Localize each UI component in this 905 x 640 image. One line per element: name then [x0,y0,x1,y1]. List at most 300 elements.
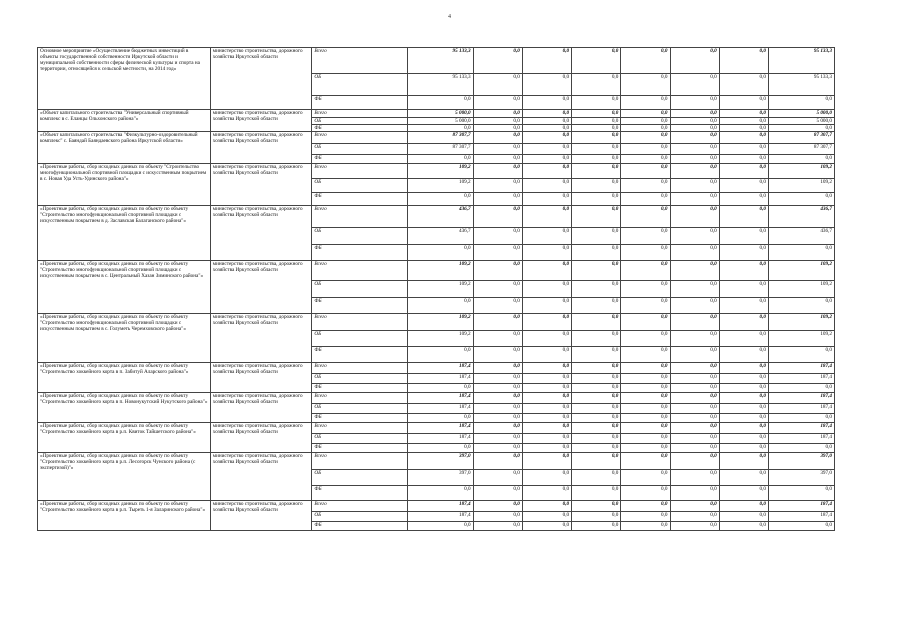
responsible-executor: министерство строительства, дорожного хозяйства Иркутской области [210,132,312,164]
amount-cell: 0,0 [473,404,522,414]
amount-cell: 0,0 [719,363,768,374]
amount-cell: 5 000,0 [768,118,834,125]
amount-cell: 0,0 [621,470,670,486]
amount-cell: 109,2 [407,281,473,298]
amount-cell: 0,0 [407,125,473,132]
amount-cell: 0,0 [670,193,719,206]
amount-cell: 0,0 [621,404,670,414]
amount-cell: 0,0 [522,298,571,314]
amount-cell: 0,0 [473,206,522,228]
amount-cell: 109,2 [768,331,834,347]
amount-cell: 187,4 [407,434,473,444]
amount-cell: 0,0 [473,118,522,125]
amount-cell: 0,0 [522,363,571,374]
responsible-executor: министерство строительства, дорожного хозяйства Иркутской области [210,164,312,206]
amount-cell: 0,0 [670,453,719,470]
amount-cell: 187,4 [407,512,473,522]
amount-cell: 109,2 [407,179,473,193]
funding-source: Всего [312,423,407,434]
amount-cell: 0,0 [670,404,719,414]
amount-cell: 0,0 [407,347,473,363]
amount-cell: 87 307,7 [407,144,473,155]
amount-cell: 187,4 [768,423,834,434]
amount-cell: 109,2 [768,164,834,179]
amount-cell: 0,0 [621,512,670,522]
amount-cell: 187,4 [768,501,834,512]
amount-cell: 0,0 [522,125,571,132]
amount-cell: 0,0 [572,155,621,164]
amount-cell: 0,0 [621,261,670,281]
amount-cell: 0,0 [719,486,768,501]
amount-cell: 0,0 [621,193,670,206]
amount-cell: 0,0 [621,164,670,179]
amount-cell: 0,0 [473,314,522,331]
amount-cell: 0,0 [670,347,719,363]
amount-cell: 0,0 [572,384,621,393]
amount-cell: 109,2 [768,179,834,193]
funding-source: ФБ [312,414,407,423]
amount-cell: 0,0 [719,331,768,347]
amount-cell: 0,0 [670,374,719,384]
amount-cell: 0,0 [572,110,621,118]
amount-cell: 0,0 [768,414,834,423]
amount-cell: 187,4 [407,363,473,374]
amount-cell: 0,0 [572,404,621,414]
amount-cell: 0,0 [473,281,522,298]
amount-cell: 0,0 [719,96,768,110]
activity-description: Основное мероприятие «Осуществление бюджетных инвестиций в объекты государственной собственности Иркутской области и муниципальной собственности сферы физической культуры и спорта на территории, относящейся к сельской местности, на 2014 год» [38,48,211,110]
amount-cell: 0,0 [719,132,768,144]
amount-cell: 0,0 [621,453,670,470]
amount-cell: 0,0 [473,486,522,501]
amount-cell: 187,4 [407,374,473,384]
amount-cell: 0,0 [670,501,719,512]
amount-cell: 0,0 [572,423,621,434]
funding-source: ФБ [312,486,407,501]
amount-cell: 0,0 [473,96,522,110]
amount-cell: 0,0 [719,193,768,206]
amount-cell: 0,0 [572,414,621,423]
amount-cell: 0,0 [670,245,719,261]
amount-cell: 0,0 [670,314,719,331]
amount-cell: 0,0 [572,164,621,179]
amount-cell: 95 133,3 [768,74,834,96]
amount-cell: 0,0 [473,501,522,512]
amount-cell: 0,0 [670,423,719,434]
amount-cell: 0,0 [719,522,768,531]
funding-source: ФБ [312,522,407,531]
amount-cell: 0,0 [572,118,621,125]
amount-cell: 187,4 [768,512,834,522]
amount-cell: 397,0 [407,470,473,486]
amount-cell: 0,0 [719,110,768,118]
amount-cell: 0,0 [621,118,670,125]
amount-cell: 0,0 [473,374,522,384]
amount-cell: 0,0 [407,486,473,501]
amount-cell: 0,0 [522,470,571,486]
funding-source: ОБ [312,144,407,155]
amount-cell: 0,0 [473,453,522,470]
amount-cell: 0,0 [407,444,473,453]
amount-cell: 0,0 [621,347,670,363]
amount-cell: 109,2 [407,331,473,347]
amount-cell: 0,0 [719,125,768,132]
amount-cell: 109,2 [768,314,834,331]
amount-cell: 0,0 [572,228,621,245]
amount-cell: 0,0 [670,384,719,393]
funding-source: ФБ [312,444,407,453]
amount-cell: 0,0 [670,281,719,298]
amount-cell: 0,0 [522,96,571,110]
table-row [38,206,835,228]
funding-source: Всего [312,363,407,374]
amount-cell: 0,0 [670,118,719,125]
page-number: 4 [448,14,451,20]
amount-cell: 0,0 [473,347,522,363]
amount-cell: 0,0 [572,331,621,347]
amount-cell: 0,0 [572,298,621,314]
amount-cell: 0,0 [572,193,621,206]
amount-cell: 0,0 [522,228,571,245]
amount-cell: 0,0 [522,314,571,331]
table-row [38,132,835,144]
amount-cell: 0,0 [522,206,571,228]
amount-cell: 0,0 [522,132,571,144]
amount-cell: 0,0 [572,206,621,228]
amount-cell: 0,0 [473,193,522,206]
amount-cell: 87 307,7 [768,132,834,144]
amount-cell: 0,0 [473,470,522,486]
amount-cell: 0,0 [768,347,834,363]
responsible-executor: министерство строительства, дорожного хозяйства Иркутской области [210,363,312,393]
amount-cell: 0,0 [719,453,768,470]
amount-cell: 187,4 [768,363,834,374]
activity-description: «Проектные работы, сбор исходных данных по объекту по объекту "Строительство многофункциональной спортивной площадки с искусственным покрытием в с. Центральный Хазан Зиминского района"» [38,261,211,314]
amount-cell: 0,0 [621,228,670,245]
funding-source: Всего [312,501,407,512]
funding-source: Всего [312,206,407,228]
amount-cell: 0,0 [621,74,670,96]
amount-cell: 0,0 [768,96,834,110]
amount-cell: 0,0 [670,522,719,531]
amount-cell: 0,0 [670,261,719,281]
amount-cell: 0,0 [768,298,834,314]
amount-cell: 0,0 [719,48,768,74]
amount-cell: 0,0 [473,74,522,96]
table-row [38,164,835,179]
amount-cell: 0,0 [719,374,768,384]
amount-cell: 0,0 [719,501,768,512]
funding-source: ФБ [312,96,407,110]
amount-cell: 0,0 [522,486,571,501]
amount-cell: 0,0 [572,501,621,512]
amount-cell: 0,0 [473,125,522,132]
amount-cell: 0,0 [670,512,719,522]
amount-cell: 0,0 [670,179,719,193]
funding-source: ОБ [312,470,407,486]
amount-cell: 0,0 [670,363,719,374]
responsible-executor: министерство строительства, дорожного хозяйства Иркутской области [210,453,312,501]
funding-source: ФБ [312,125,407,132]
amount-cell: 0,0 [572,132,621,144]
amount-cell: 0,0 [621,96,670,110]
funding-source: ОБ [312,374,407,384]
funding-source: Всего [312,453,407,470]
funding-source: ОБ [312,179,407,193]
amount-cell: 0,0 [572,453,621,470]
amount-cell: 109,2 [768,281,834,298]
responsible-executor: министерство строительства, дорожного хозяйства Иркутской области [210,48,312,110]
amount-cell: 0,0 [572,96,621,110]
amount-cell: 0,0 [621,48,670,74]
amount-cell: 0,0 [572,281,621,298]
amount-cell: 0,0 [473,245,522,261]
amount-cell: 0,0 [522,261,571,281]
funding-source: Всего [312,164,407,179]
funding-source: ОБ [312,228,407,245]
amount-cell: 0,0 [670,298,719,314]
amount-cell: 0,0 [670,434,719,444]
amount-cell: 0,0 [522,144,571,155]
table-row [38,423,835,434]
amount-cell: 187,4 [407,423,473,434]
amount-cell: 0,0 [522,404,571,414]
amount-cell: 0,0 [768,125,834,132]
activity-description: «Проектные работы, сбор исходных данных по объекту по объекту "Строительство хоккейного корта в п. Новонукутский Нукутского района"» [38,393,211,423]
amount-cell: 0,0 [670,125,719,132]
amount-cell: 0,0 [522,74,571,96]
amount-cell: 0,0 [572,48,621,74]
amount-cell: 187,4 [768,404,834,414]
amount-cell: 0,0 [621,434,670,444]
amount-cell: 95 133,3 [407,48,473,74]
amount-cell: 0,0 [522,48,571,74]
amount-cell: 0,0 [407,96,473,110]
amount-cell: 0,0 [522,434,571,444]
funding-source: ОБ [312,74,407,96]
amount-cell: 0,0 [572,144,621,155]
table-row [38,48,835,74]
funding-source: ФБ [312,193,407,206]
amount-cell: 0,0 [621,144,670,155]
amount-cell: 0,0 [670,414,719,423]
amount-cell: 0,0 [621,501,670,512]
amount-cell: 0,0 [719,164,768,179]
amount-cell: 0,0 [719,144,768,155]
amount-cell: 0,0 [473,48,522,74]
budget-table [37,47,835,531]
amount-cell: 0,0 [621,374,670,384]
amount-cell: 397,0 [407,453,473,470]
activity-description: «Объект капитального строительства "Физкультурно-оздоровительный комплекс" с. Баяндай Баяндаевского района Иркутской области» [38,132,211,164]
amount-cell: 95 133,3 [407,74,473,96]
funding-source: Всего [312,261,407,281]
amount-cell: 95 133,3 [768,48,834,74]
amount-cell: 0,0 [719,393,768,404]
amount-cell: 87 307,7 [768,144,834,155]
amount-cell: 0,0 [719,512,768,522]
amount-cell: 0,0 [719,261,768,281]
amount-cell: 0,0 [522,374,571,384]
amount-cell: 0,0 [522,245,571,261]
amount-cell: 0,0 [572,363,621,374]
funding-source: Всего [312,393,407,404]
amount-cell: 0,0 [473,164,522,179]
amount-cell: 0,0 [522,164,571,179]
amount-cell: 0,0 [621,281,670,298]
amount-cell: 0,0 [621,384,670,393]
amount-cell: 0,0 [768,444,834,453]
amount-cell: 0,0 [473,434,522,444]
amount-cell: 0,0 [621,125,670,132]
amount-cell: 0,0 [670,144,719,155]
amount-cell: 0,0 [768,384,834,393]
amount-cell: 0,0 [572,347,621,363]
amount-cell: 0,0 [719,228,768,245]
funding-source: ОБ [312,434,407,444]
amount-cell: 0,0 [670,206,719,228]
amount-cell: 0,0 [621,110,670,118]
amount-cell: 0,0 [407,384,473,393]
amount-cell: 0,0 [621,331,670,347]
amount-cell: 187,4 [768,393,834,404]
amount-cell: 0,0 [670,444,719,453]
table-row [38,393,835,404]
activity-description: «Проектные работы, сбор исходных данных по объекту "Строительство многофункциональной спортивной площадки с искусственным покрытием в с. Новая Уда Усть-Удинского района"» [38,164,211,206]
amount-cell: 187,4 [407,501,473,512]
amount-cell: 0,0 [768,522,834,531]
amount-cell: 0,0 [522,281,571,298]
amount-cell: 436,7 [768,228,834,245]
amount-cell: 0,0 [473,423,522,434]
responsible-executor: министерство строительства, дорожного хозяйства Иркутской области [210,314,312,363]
funding-source: ОБ [312,331,407,347]
amount-cell: 0,0 [621,363,670,374]
amount-cell: 0,0 [768,155,834,164]
table-row [38,501,835,512]
amount-cell: 0,0 [719,404,768,414]
amount-cell: 0,0 [719,347,768,363]
amount-cell: 0,0 [719,314,768,331]
amount-cell: 0,0 [522,179,571,193]
amount-cell: 0,0 [621,245,670,261]
amount-cell: 0,0 [670,96,719,110]
funding-source: Всего [312,110,407,118]
amount-cell: 0,0 [572,179,621,193]
funding-source: ОБ [312,404,407,414]
funding-source: Всего [312,48,407,74]
activity-description: «Проектные работы, сбор исходных данных по объекту по объекту "Строительство хоккейного корта в р.п. Тыреть 1-я Заларинского района"» [38,501,211,531]
amount-cell: 0,0 [670,74,719,96]
amount-cell: 0,0 [670,48,719,74]
funding-source: Всего [312,132,407,144]
amount-cell: 0,0 [621,132,670,144]
amount-cell: 0,0 [621,486,670,501]
activity-description: «Проектные работы, сбор исходных данных по объекту по объекту "Строительство многофункциональной спортивной площадки с искусственным покрытием в с. Голуметь Черемховского района"» [38,314,211,363]
amount-cell: 0,0 [621,179,670,193]
amount-cell: 0,0 [473,132,522,144]
amount-cell: 0,0 [719,414,768,423]
budget-table-body [38,48,835,531]
amount-cell: 0,0 [522,393,571,404]
amount-cell: 0,0 [719,384,768,393]
amount-cell: 0,0 [719,74,768,96]
amount-cell: 5 000,0 [407,118,473,125]
amount-cell: 0,0 [572,470,621,486]
amount-cell: 0,0 [407,245,473,261]
table-row [38,261,835,281]
amount-cell: 0,0 [572,374,621,384]
amount-cell: 0,0 [522,155,571,164]
amount-cell: 397,0 [768,470,834,486]
funding-source: ОБ [312,118,407,125]
activity-description: «Проектные работы, сбор исходных данных по объекту по объекту "Строительство хоккейного корта в р.п. Квиток Тайшетского района"» [38,423,211,453]
amount-cell: 436,7 [768,206,834,228]
table-row [38,110,835,118]
amount-cell: 0,0 [473,512,522,522]
amount-cell: 0,0 [572,125,621,132]
funding-source: ФБ [312,384,407,393]
amount-cell: 0,0 [522,384,571,393]
amount-cell: 0,0 [473,444,522,453]
amount-cell: 0,0 [719,155,768,164]
amount-cell: 0,0 [473,414,522,423]
amount-cell: 5 000,0 [407,110,473,118]
amount-cell: 0,0 [719,179,768,193]
amount-cell: 0,0 [407,155,473,164]
amount-cell: 0,0 [572,245,621,261]
amount-cell: 0,0 [719,423,768,434]
amount-cell: 0,0 [522,512,571,522]
amount-cell: 87 307,7 [407,132,473,144]
amount-cell: 0,0 [407,414,473,423]
amount-cell: 0,0 [719,298,768,314]
amount-cell: 0,0 [473,522,522,531]
amount-cell: 0,0 [670,110,719,118]
amount-cell: 0,0 [719,470,768,486]
amount-cell: 187,4 [407,404,473,414]
amount-cell: 0,0 [621,393,670,404]
amount-cell: 0,0 [572,393,621,404]
activity-description: «Объект капитального строительства "Универсальный спортивный комплекс в с. Еланцы Ольхонского района"» [38,110,211,132]
amount-cell: 436,7 [407,228,473,245]
amount-cell: 109,2 [407,261,473,281]
amount-cell: 0,0 [670,331,719,347]
amount-cell: 0,0 [473,144,522,155]
amount-cell: 187,4 [407,393,473,404]
amount-cell: 0,0 [768,245,834,261]
amount-cell: 0,0 [719,444,768,453]
amount-cell: 0,0 [621,444,670,453]
amount-cell: 109,2 [407,314,473,331]
amount-cell: 0,0 [621,298,670,314]
amount-cell: 0,0 [719,118,768,125]
amount-cell: 0,0 [522,110,571,118]
amount-cell: 0,0 [572,314,621,331]
amount-cell: 0,0 [670,228,719,245]
amount-cell: 0,0 [719,206,768,228]
amount-cell: 0,0 [473,155,522,164]
responsible-executor: министерство строительства, дорожного хозяйства Иркутской области [210,261,312,314]
amount-cell: 0,0 [670,155,719,164]
amount-cell: 0,0 [473,179,522,193]
table-row [38,453,835,470]
responsible-executor: министерство строительства, дорожного хозяйства Иркутской области [210,206,312,261]
amount-cell: 0,0 [572,512,621,522]
funding-source: ОБ [312,512,407,522]
amount-cell: 0,0 [621,314,670,331]
responsible-executor: министерство строительства, дорожного хозяйства Иркутской области [210,423,312,453]
